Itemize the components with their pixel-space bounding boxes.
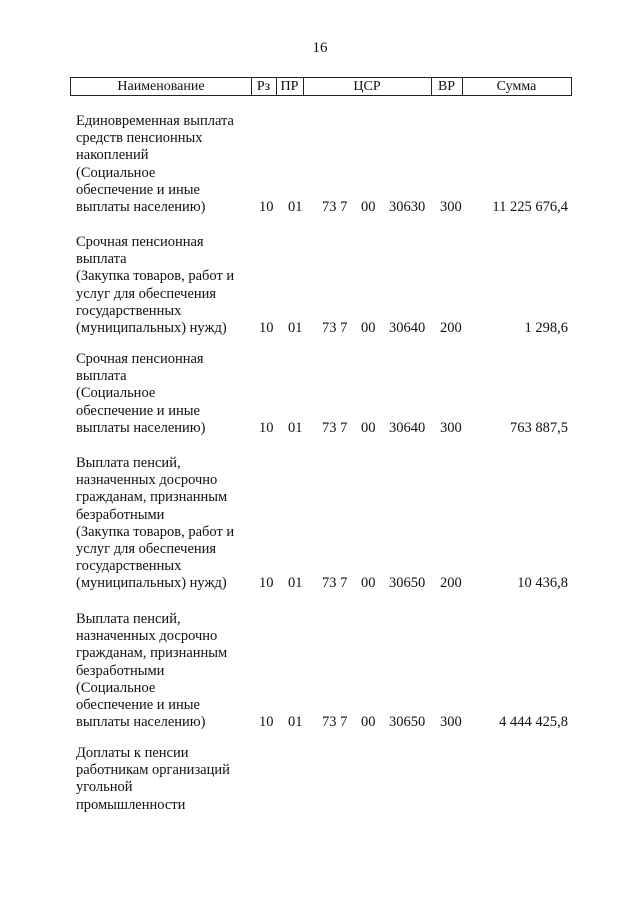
row-name-line: средств пенсионных — [76, 130, 203, 147]
row-name-line: Единовременная выплата — [76, 113, 234, 129]
row-name-line: выплаты населению) — [76, 419, 206, 436]
row-name-line: гражданам, признанным — [76, 645, 228, 662]
row-name-line: Срочная пенсионная — [76, 234, 204, 250]
csr-program-cell: 73 7 — [322, 714, 348, 731]
sum-cell: 10 436,8 — [517, 575, 568, 592]
row-name-line: Доплаты к пенсии — [76, 745, 189, 761]
row-name-line: безработными — [76, 506, 165, 523]
vr-cell: 300 — [440, 714, 462, 731]
row-name-line: (Закупка товаров, работ и — [76, 268, 235, 285]
razdel-cell: 10 — [259, 419, 274, 436]
csr-subprogram-cell: 00 — [361, 320, 376, 336]
csr-program-cell: 73 7 — [322, 199, 348, 215]
vr-cell: 300 — [440, 199, 462, 215]
row-name-line: гражданам, признанным — [76, 489, 228, 506]
row-name-line: накоплений — [76, 147, 149, 164]
sum-cell: 11 225 676,4 — [492, 199, 568, 215]
row-name-line: обеспечение и иные — [76, 181, 200, 198]
row-name-line: Выплата пенсий, — [76, 611, 181, 627]
podrazdel-cell: 01 — [288, 199, 303, 215]
header-csr: ЦСР — [353, 79, 381, 94]
row-name-line: выплаты населению) — [76, 714, 206, 731]
row-name-line: безработными — [76, 662, 165, 679]
csr-subprogram-cell: 00 — [361, 714, 376, 731]
header-sum: Сумма — [496, 79, 537, 94]
row-name-line: государственных — [76, 302, 182, 319]
razdel-cell: 10 — [259, 714, 274, 731]
header-vr: ВР — [437, 79, 456, 94]
podrazdel-cell: 01 — [288, 714, 303, 731]
row-name — [76, 113, 266, 216]
row-name-line: выплата — [76, 251, 127, 268]
row-name-line: выплата — [76, 368, 127, 385]
row-name-line: (Социальное — [76, 164, 156, 181]
vr-cell: 200 — [440, 575, 462, 592]
row-name-line: государственных — [76, 558, 182, 575]
row-name-line: услуг для обеспечения — [76, 541, 217, 558]
row-name — [76, 351, 266, 437]
page-number: 16 — [312, 40, 328, 56]
row-name-line: (муниципальных) нужд) — [76, 575, 227, 592]
row-name — [76, 455, 266, 593]
row-name-line: услуг для обеспечения — [76, 285, 217, 302]
row-name-line: обеспечение и иные — [76, 697, 200, 714]
row-name-line: (Закупка товаров, работ и — [76, 523, 235, 540]
razdel-cell: 10 — [259, 575, 274, 592]
csr-direction-cell: 30640 — [389, 419, 426, 436]
csr-direction-cell: 30650 — [389, 575, 426, 592]
podrazdel-cell: 01 — [288, 419, 303, 436]
header-name: Наименование — [117, 79, 205, 94]
row-name-line: назначенных досрочно — [76, 628, 218, 645]
row-name-line: обеспечение и иные — [76, 402, 200, 419]
csr-program-cell: 73 7 — [322, 575, 348, 592]
csr-direction-cell: 30630 — [389, 199, 426, 215]
header-rz: Рз — [256, 79, 271, 94]
razdel-cell: 10 — [259, 320, 274, 336]
row-name-line: (Социальное — [76, 679, 156, 696]
row-name — [76, 234, 266, 337]
row-name-line: (муниципальных) нужд) — [76, 320, 227, 337]
podrazdel-cell: 01 — [288, 320, 303, 336]
row-name — [76, 611, 266, 731]
vr-cell: 200 — [440, 320, 462, 336]
row-name-line: промышленности — [76, 796, 186, 813]
row-name — [76, 745, 266, 814]
header-pr: ПР — [280, 79, 299, 94]
csr-direction-cell: 30640 — [389, 320, 426, 336]
row-name-line: выплаты населению) — [76, 199, 206, 216]
csr-subprogram-cell: 00 — [361, 575, 376, 592]
csr-subprogram-cell: 00 — [361, 199, 376, 215]
row-name-line: работникам организаций — [76, 762, 230, 779]
csr-subprogram-cell: 00 — [361, 419, 376, 436]
csr-program-cell: 73 7 — [322, 419, 348, 436]
vr-cell: 300 — [440, 419, 462, 436]
sum-cell: 763 887,5 — [510, 419, 568, 436]
row-name-line: (Социальное — [76, 385, 156, 402]
sum-cell: 4 444 425,8 — [499, 714, 568, 731]
table-header — [70, 77, 572, 96]
podrazdel-cell: 01 — [288, 575, 303, 592]
row-name-line: угольной — [76, 779, 133, 796]
row-name-line: Выплата пенсий, — [76, 455, 181, 471]
row-name-line: назначенных досрочно — [76, 472, 218, 489]
sum-cell: 1 298,6 — [524, 320, 568, 336]
razdel-cell: 10 — [259, 199, 274, 215]
csr-direction-cell: 30650 — [389, 714, 426, 731]
csr-program-cell: 73 7 — [322, 320, 348, 336]
row-name-line: Срочная пенсионная — [76, 351, 204, 367]
